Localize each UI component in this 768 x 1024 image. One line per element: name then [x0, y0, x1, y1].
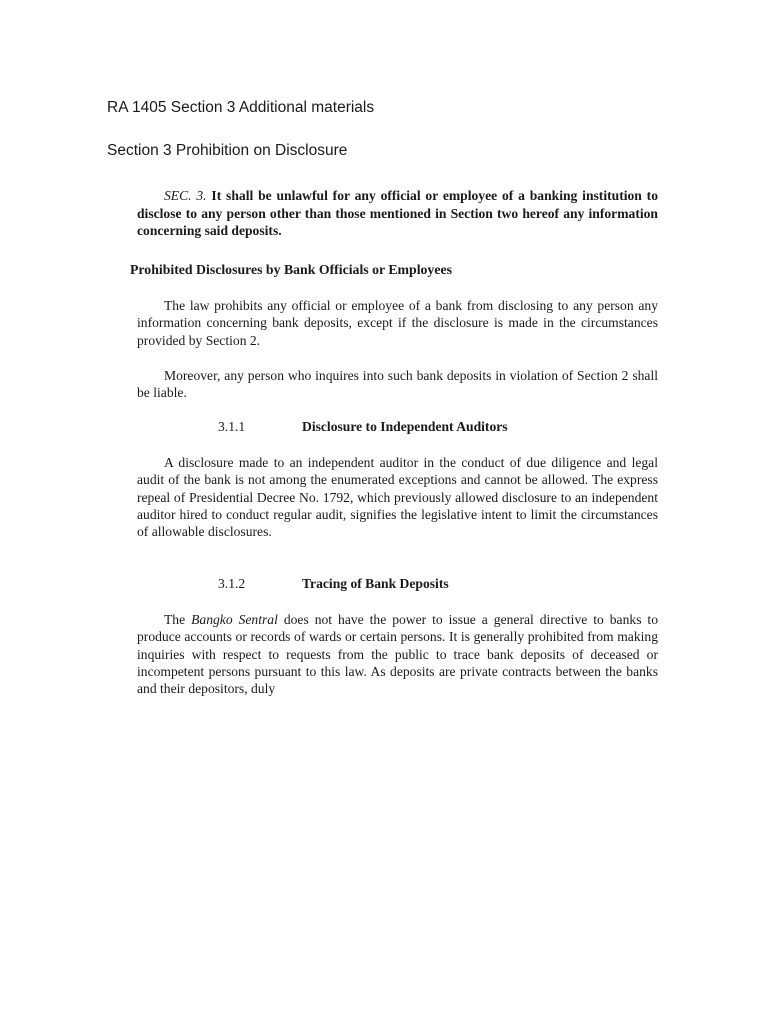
paragraph-independent-auditor: A disclosure made to an independent auditor in the conduct of due diligence and legal audit of the bank is not among the enumerated exceptions and cannot be allowed. The express repeal of Presidential Decree No. 1792, which previously allowed disclosure to an independent auditor hired to conduct regular audit, signifies the legislative intent to limit the circumstances of allowable disclosures.: [137, 455, 658, 540]
paragraph-tracing-deposits: [137, 611, 658, 697]
subsection-number: 3.1.1: [218, 419, 246, 434]
subsection-number: 3.1.2: [218, 576, 246, 591]
section-title: Section 3 Prohibition on Disclosure: [107, 142, 348, 159]
paragraph-lead: The: [164, 612, 186, 627]
section-3-label: SEC. 3.: [164, 188, 207, 203]
subsection-title: Tracing of Bank Deposits: [302, 576, 449, 591]
section-3-text: [137, 187, 658, 240]
subsection-3-1-2-heading: [218, 576, 449, 592]
subsection-3-1-1-heading: [218, 419, 508, 435]
paragraph-rest: does not have the power to issue a general directive to banks to produce accounts or records of wards or certain persons. It is generally prohibited from making inquiries with respect to requests from the public to trace bank deposits of deceased or incompetent persons pursuant to this law. As deposits are private contracts between the banks and their depositors, duly: [137, 612, 659, 697]
subsection-title: Disclosure to Independent Auditors: [302, 419, 508, 434]
bangko-sentral-italic: Bangko Sentral: [191, 612, 278, 627]
section-3-body: It shall be unlawful for any official or employee of a banking institution to disclose to any person other than those mentioned in Section two hereof any information concerning said deposits.: [137, 188, 658, 238]
document-title: RA 1405 Section 3 Additional materials: [107, 99, 375, 116]
paragraph-law-prohibits: The law prohibits any official or employee of a bank from disclosing to any person any information concerning bank deposits, except if the disclosure is made in the circumstances provided by Section 2.: [137, 298, 658, 348]
prohibited-disclosures-heading: Prohibited Disclosures by Bank Officials or Employees: [130, 262, 452, 277]
paragraph-moreover: Moreover, any person who inquires into such bank deposits in violation of Section 2 shall be liable.: [137, 368, 658, 401]
